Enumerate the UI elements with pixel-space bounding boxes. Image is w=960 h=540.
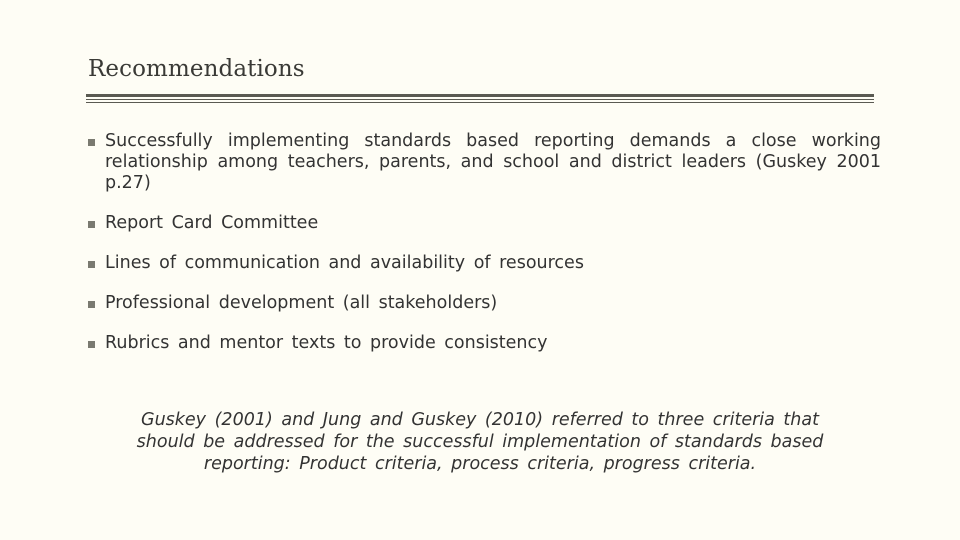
title-divider-thick bbox=[86, 94, 874, 97]
slide-title: Recommendations bbox=[88, 56, 305, 82]
square-bullet-icon bbox=[88, 139, 95, 146]
bullet-item bbox=[88, 213, 878, 234]
bullet-text: Report Card Committee bbox=[105, 213, 319, 233]
square-bullet-icon bbox=[88, 341, 95, 348]
square-bullet-icon bbox=[88, 301, 95, 308]
bullet-text: Lines of communication and availability of resources bbox=[105, 253, 584, 273]
bullet-text: Successfully implementing standards based reporting demands a close working relationship among teachers, parents, and school and district leaders (Guskey 2001 p.27) bbox=[105, 131, 881, 193]
square-bullet-icon bbox=[88, 261, 95, 268]
bullet-list bbox=[88, 131, 881, 354]
bullet-item bbox=[88, 253, 878, 274]
bullet-item bbox=[88, 333, 878, 354]
title-divider-thin bbox=[86, 102, 874, 103]
bullet-item bbox=[88, 293, 878, 314]
quote-text: Guskey (2001) and Jung and Guskey (2010) referred to three criteria that should be addressed for the successful implementation of standards based reporting: Product criteria, process criteria, progress criteria. bbox=[136, 410, 824, 474]
bullet-text: Rubrics and mentor texts to provide consistency bbox=[105, 333, 548, 353]
square-bullet-icon bbox=[88, 221, 95, 228]
title-divider-thin bbox=[86, 99, 874, 100]
bullet-item bbox=[88, 131, 881, 194]
bullet-text: Professional development (all stakeholders) bbox=[105, 293, 498, 313]
